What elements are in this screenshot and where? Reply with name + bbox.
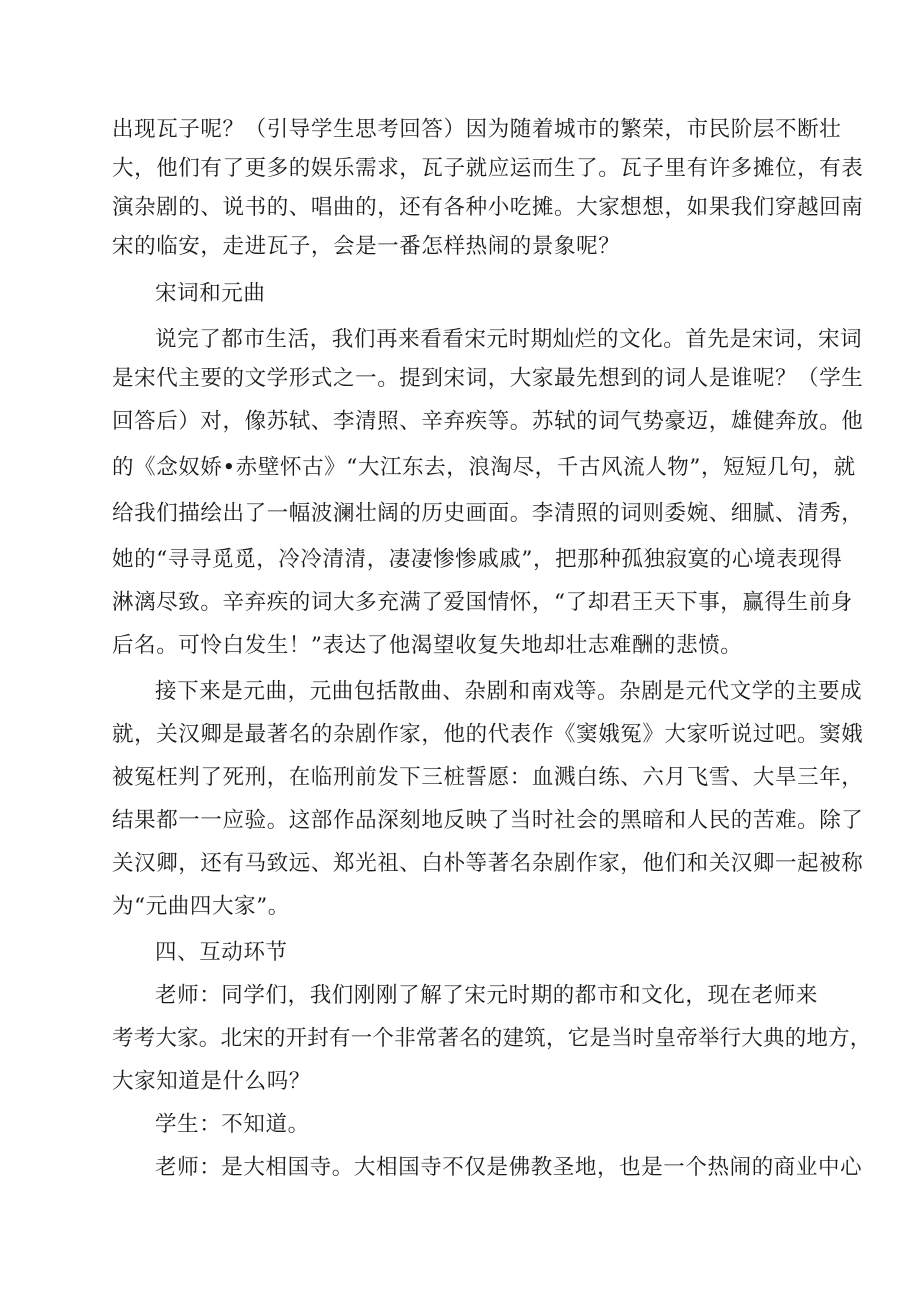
songci-paragraph-line-4: 的《念奴娇•赤壁怀古》“大江东去，浪淘尽，千古风流人物”，短短几句，就: [112, 455, 856, 480]
yuanqu-paragraph-line-2: 就，关汉卿是最著名的杂剧作家，他的代表作《窦娥冤》大家听说过吧。窦娥: [112, 722, 864, 747]
section-heading-interaction: 四、互动环节: [155, 940, 288, 965]
songci-paragraph-line-5: 给我们描绘出了一幅波澜壮阔的历史画面。李清照的词则委婉、细腻、清秀，: [112, 501, 864, 526]
yuanqu-paragraph-line-6: 为“元曲四大家”。: [112, 894, 290, 919]
songci-paragraph-line-3: 回答后）对，像苏轼、李清照、辛弃疾等。苏轼的词气势豪迈，雄健奔放。他: [112, 409, 864, 434]
yuanqu-paragraph-line-4: 结果都一一应验。这部作品深刻地反映了当时社会的黑暗和人民的苦难。除了: [112, 808, 864, 833]
section-heading-songci-yuanqu: 宋词和元曲: [155, 281, 266, 306]
yuanqu-paragraph-line-1: 接下来是元曲，元曲包括散曲、杂剧和南戏等。杂剧是元代文学的主要成: [155, 679, 863, 704]
songci-paragraph-line-2: 是宋代主要的文学形式之一。提到宋词，大家最先想到的词人是谁呢？（学生: [112, 366, 864, 391]
wazi-paragraph-line-3: 演杂剧的、说书的、唱曲的，还有各种小吃摊。大家想想，如果我们穿越回南: [112, 195, 864, 220]
student-reply-line: 学生：不知道。: [155, 1112, 310, 1137]
teacher-dialogue-1-line-2: 考考大家。北宋的开封有一个非常著名的建筑，它是当时皇帝举行大典的地方，: [112, 1026, 872, 1051]
teacher-dialogue-2-line-1: 老师：是大相国寺。大相国寺不仅是佛教圣地，也是一个热闹的商业中心: [155, 1155, 863, 1180]
yuanqu-paragraph-line-3: 被冤枉判了死刑，在临刑前发下三桩誓愿：血溅白练、六月飞雪、大旱三年，: [112, 765, 864, 790]
wazi-paragraph-line-4: 宋的临安，走进瓦子，会是一番怎样热闹的景象呢？: [112, 234, 621, 259]
wazi-paragraph-line-2: 大，他们有了更多的娱乐需求，瓦子就应运而生了。瓦子里有许多摊位，有表: [112, 156, 864, 181]
teacher-dialogue-1-line-3: 大家知道是什么吗？: [112, 1069, 311, 1094]
yuanqu-paragraph-line-5: 关汉卿，还有马致远、郑光祖、白朴等著名杂剧作家，他们和关汉卿一起被称: [112, 851, 864, 876]
teacher-dialogue-1-line-1: 老师：同学们，我们刚刚了解了宋元时期的都市和文化，现在老师来: [155, 983, 819, 1008]
wazi-paragraph-line-1: 出现瓦子呢？（引导学生思考回答）因为随着城市的繁荣，市民阶层不断壮: [112, 117, 842, 142]
songci-paragraph-line-7: 淋漓尽致。辛弃疾的词大多充满了爱国情怀，“了却君王天下事，赢得生前身: [112, 590, 853, 615]
songci-paragraph-line-8: 后名。可怜白发生！”表达了他渴望收复失地却壮志难酬的悲愤。: [112, 633, 743, 658]
songci-paragraph-line-6: 她的“寻寻觅觅，冷冷清清，凄凄惨惨戚戚”，把那种孤独寂寞的心境表现得: [112, 547, 843, 572]
songci-paragraph-line-1: 说完了都市生活，我们再来看看宋元时期灿烂的文化。首先是宋词，宋词: [155, 327, 863, 352]
